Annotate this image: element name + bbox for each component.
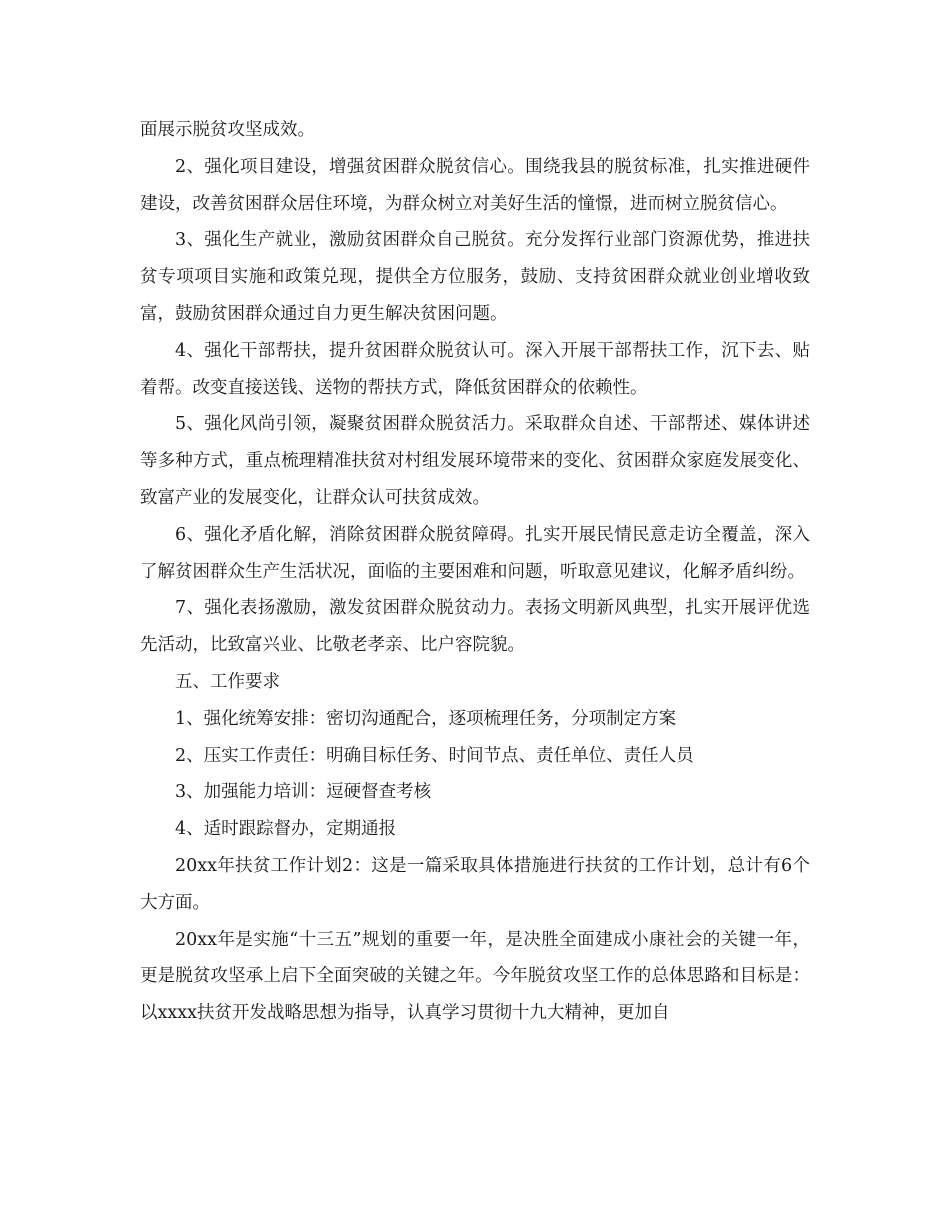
requirement-item-3: 3、加强能力培训：逗硬督查考核 [175, 782, 432, 803]
paragraph-6: 7、强化表扬激励，激发贫困群众脱贫动力。表扬文明新风典型，扎实开展评优选先活动，比致富兴业、比敬老孝亲、比户容院貌。 [140, 598, 810, 656]
plan-2-body: 20xx年是实施“十三五”规划的重要一年，是决胜全面建成小康社会的关键一年，更是脱贫攻坚承上启下全面突破的关键之年。今年脱贫攻坚工作的总体思路和目标是：以xxxx扶贫开发战略思想为指导，认真学习贯彻十九大精神，更加自 [140, 929, 810, 1024]
plan-2-intro: 20xx年扶贫工作计划2：这是一篇采取具体措施进行扶贫的工作计划，总计有6个大方面。 [140, 855, 810, 913]
paragraph-4: 5、强化风尚引领，凝聚贫困群众脱贫活力。采取群众自述、干部帮述、媒体讲述等多种方式，重点梳理精准扶贫对村组发展环境带来的变化、贫困群众家庭发展变化、致富产业的发展变化，让群众认可扶贫成效。 [140, 414, 810, 508]
document-body [140, 112, 810, 1032]
requirement-item-2: 2、压实工作责任：明确目标任务、时间节点、责任单位、责任人员 [175, 745, 694, 766]
requirement-item-1: 1、强化统筹安排：密切沟通配合，逐项梳理任务，分项制定方案 [175, 708, 677, 729]
paragraph-5: 6、强化矛盾化解，消除贫困群众脱贫障碍。扎实开展民情民意走访全覆盖，深入了解贫困群众生产生活状况，面临的主要困难和问题，听取意见建议，化解矛盾纠纷。 [140, 524, 810, 582]
paragraph-2: 3、强化生产就业，激励贫困群众自己脱贫。充分发挥行业部门资源优势，推进扶贫专项项目实施和政策兑现，提供全方位服务，鼓励、支持贫困群众就业创业增收致富，鼓励贫困群众通过自力更生解决贫困问题。 [140, 230, 810, 324]
section-heading-work-requirements: 五、工作要求 [175, 671, 280, 692]
paragraph-1: 2、强化项目建设，增强贫困群众脱贫信心。围绕我县的脱贫标准，扎实推进硬件建设，改善贫困群众居住环境，为群众树立对美好生活的憧憬，进而树立脱贫信心。 [140, 156, 810, 214]
paragraph-3: 4、强化干部帮扶，提升贫困群众脱贫认可。深入开展干部帮扶工作，沉下去、贴着帮。改变直接送钱、送物的帮扶方式，降低贫困群众的依赖性。 [140, 340, 810, 398]
paragraph-0: 面展示脱贫攻坚成效。 [140, 120, 315, 140]
requirement-item-4: 4、适时跟踪督办，定期通报 [175, 819, 397, 840]
